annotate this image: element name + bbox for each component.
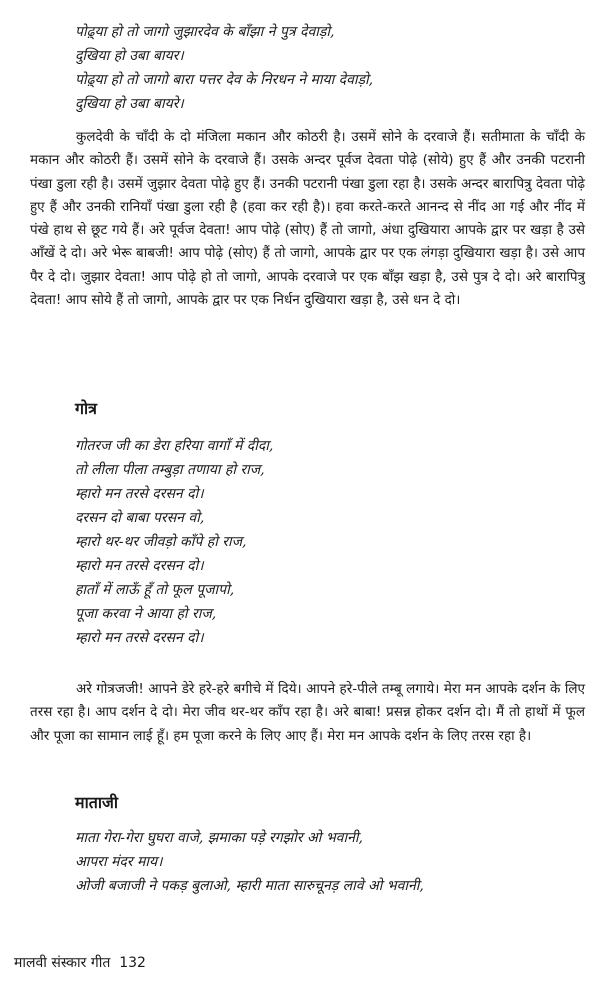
verse-line: म्हारो मन तरसे दरसन दो।: [75, 630, 204, 646]
verse-line: म्हारो मन तरसे दरसन दो।: [75, 486, 204, 502]
verse-line: गोतरज जी का डेरा हरिया वागाँ में दीदा,: [75, 438, 274, 454]
verse-line: माता गेरा-गेरा घुघरा वाजे, झमाका पड़े रगझोर ओ भवानी,: [75, 830, 363, 846]
paragraph-2-text: अरे गोत्रजजी! आपने डेरे हरे-हरे बगीचे में दिये। आपने हरे-पीले तम्बू लगाये। मेरा मन आपके दर्शन के लिए तरस रहा है। आप दर्शन दे दो। मेरा जीव थर-थर काँप रहा है। अरे बाबा! प्रसन्न होकर दर्शन दो। मैं तो हाथों में फूल और पूजा का सामान लाई हूँ। हम पूजा करने के लिए आए हैं। मेरा मन आपके दर्शन के लिए तरस रहा है।: [30, 681, 585, 744]
verse-line: पोढ़्या हो तो जागो जुझारदेव के बाँझा ने पुत्र देवाड़ो,: [75, 24, 335, 40]
verse-line: पोढ़्या हो तो जागो बारा पत्तर देव के निरधन ने माया देवाड़ो,: [75, 72, 374, 88]
verse-block-1: [75, 20, 545, 116]
verse-line: दुखिया हो उबा बायरे।: [75, 96, 184, 112]
section-heading-mataji: माताजी: [75, 793, 118, 812]
verse-line: हाताँ में लाऊँ हूँ तो फूल पूजापो,: [75, 582, 235, 598]
paragraph-2: [30, 678, 585, 748]
verse-block-2: [75, 434, 545, 650]
verse-line: म्हारो मन तरसे दरसन दो।: [75, 558, 204, 574]
verse-line: पूजा करवा ने आया हो राज,: [75, 606, 217, 622]
page-footer: मालवी संस्कार गीत 132: [14, 955, 146, 971]
paragraph-1: [30, 126, 585, 312]
verse-line: म्हारो थर-थर जीवड़ो काँपे हो राज,: [75, 534, 247, 550]
verse-line: तो लीला पीला तम्बुड़ा तणाया हो राज,: [75, 462, 265, 478]
paragraph-1-text: कुलदेवी के चाँदी के दो मंजिला मकान और कोठरी है। उसमें सोने के दरवाजे हैं। सतीमाता के चाँदी के मकान और कोठरी हैं। उसमें सोने के दरवाजे हैं। उसके अन्दर पूर्वज देवता पोढ़े (सोये) हुए हैं और उनकी पटरानी पंखा डुला रही है। उसमें जुझार देवता पोढ़े हुए हैं। उनकी पटरानी पंखा डुला रहा है। उसके अन्दर बारापित्रु देवता पोढ़े हुए हैं और उनकी रानियाँ पंखा डुला रही है (हवा कर रही है)। हवा करते-करते आनन्द से नींद आ गई और नींद में पंखे हाथ से छूट गये हैं। अरे पूर्वज देवता! आप पोढ़े (सोए) हैं तो जागो, अंधा दुखियारा आपके द्वार पर खड़ा है उसे आँखें दे दो। अरे भेरू बाबजी! आप पोढ़े (सोए) हैं तो जागो, आपके द्वार पर एक लंगड़ा दुखियारा खड़ा है। उसे आप पैर दे दो। जुझार देवता! आप पोढ़े हो तो जागो, आपके दरवाजे पर एक बाँझ खड़ा है, उसे पुत्र दे दो। अरे बारापित्रु देवता! आप सोये हैं तो जागो, आपके द्वार पर एक निर्धन दुखियारा खड़ा है, उसे धन दे दो।: [30, 129, 585, 309]
section-heading-gotra: गोत्र: [75, 399, 97, 418]
verse-block-3: [75, 826, 545, 898]
verse-line: दरसन दो बाबा परसन वो,: [75, 510, 205, 526]
verse-line: ओजी बजाजी ने पकड़ बुलाओ, म्हारी माता सारुचूनड़ लावे ओ भवानी,: [75, 878, 424, 894]
verse-line: दुखिया हो उबा बायर।: [75, 48, 184, 64]
verse-line: आपरा मंदर माय।: [75, 854, 163, 870]
